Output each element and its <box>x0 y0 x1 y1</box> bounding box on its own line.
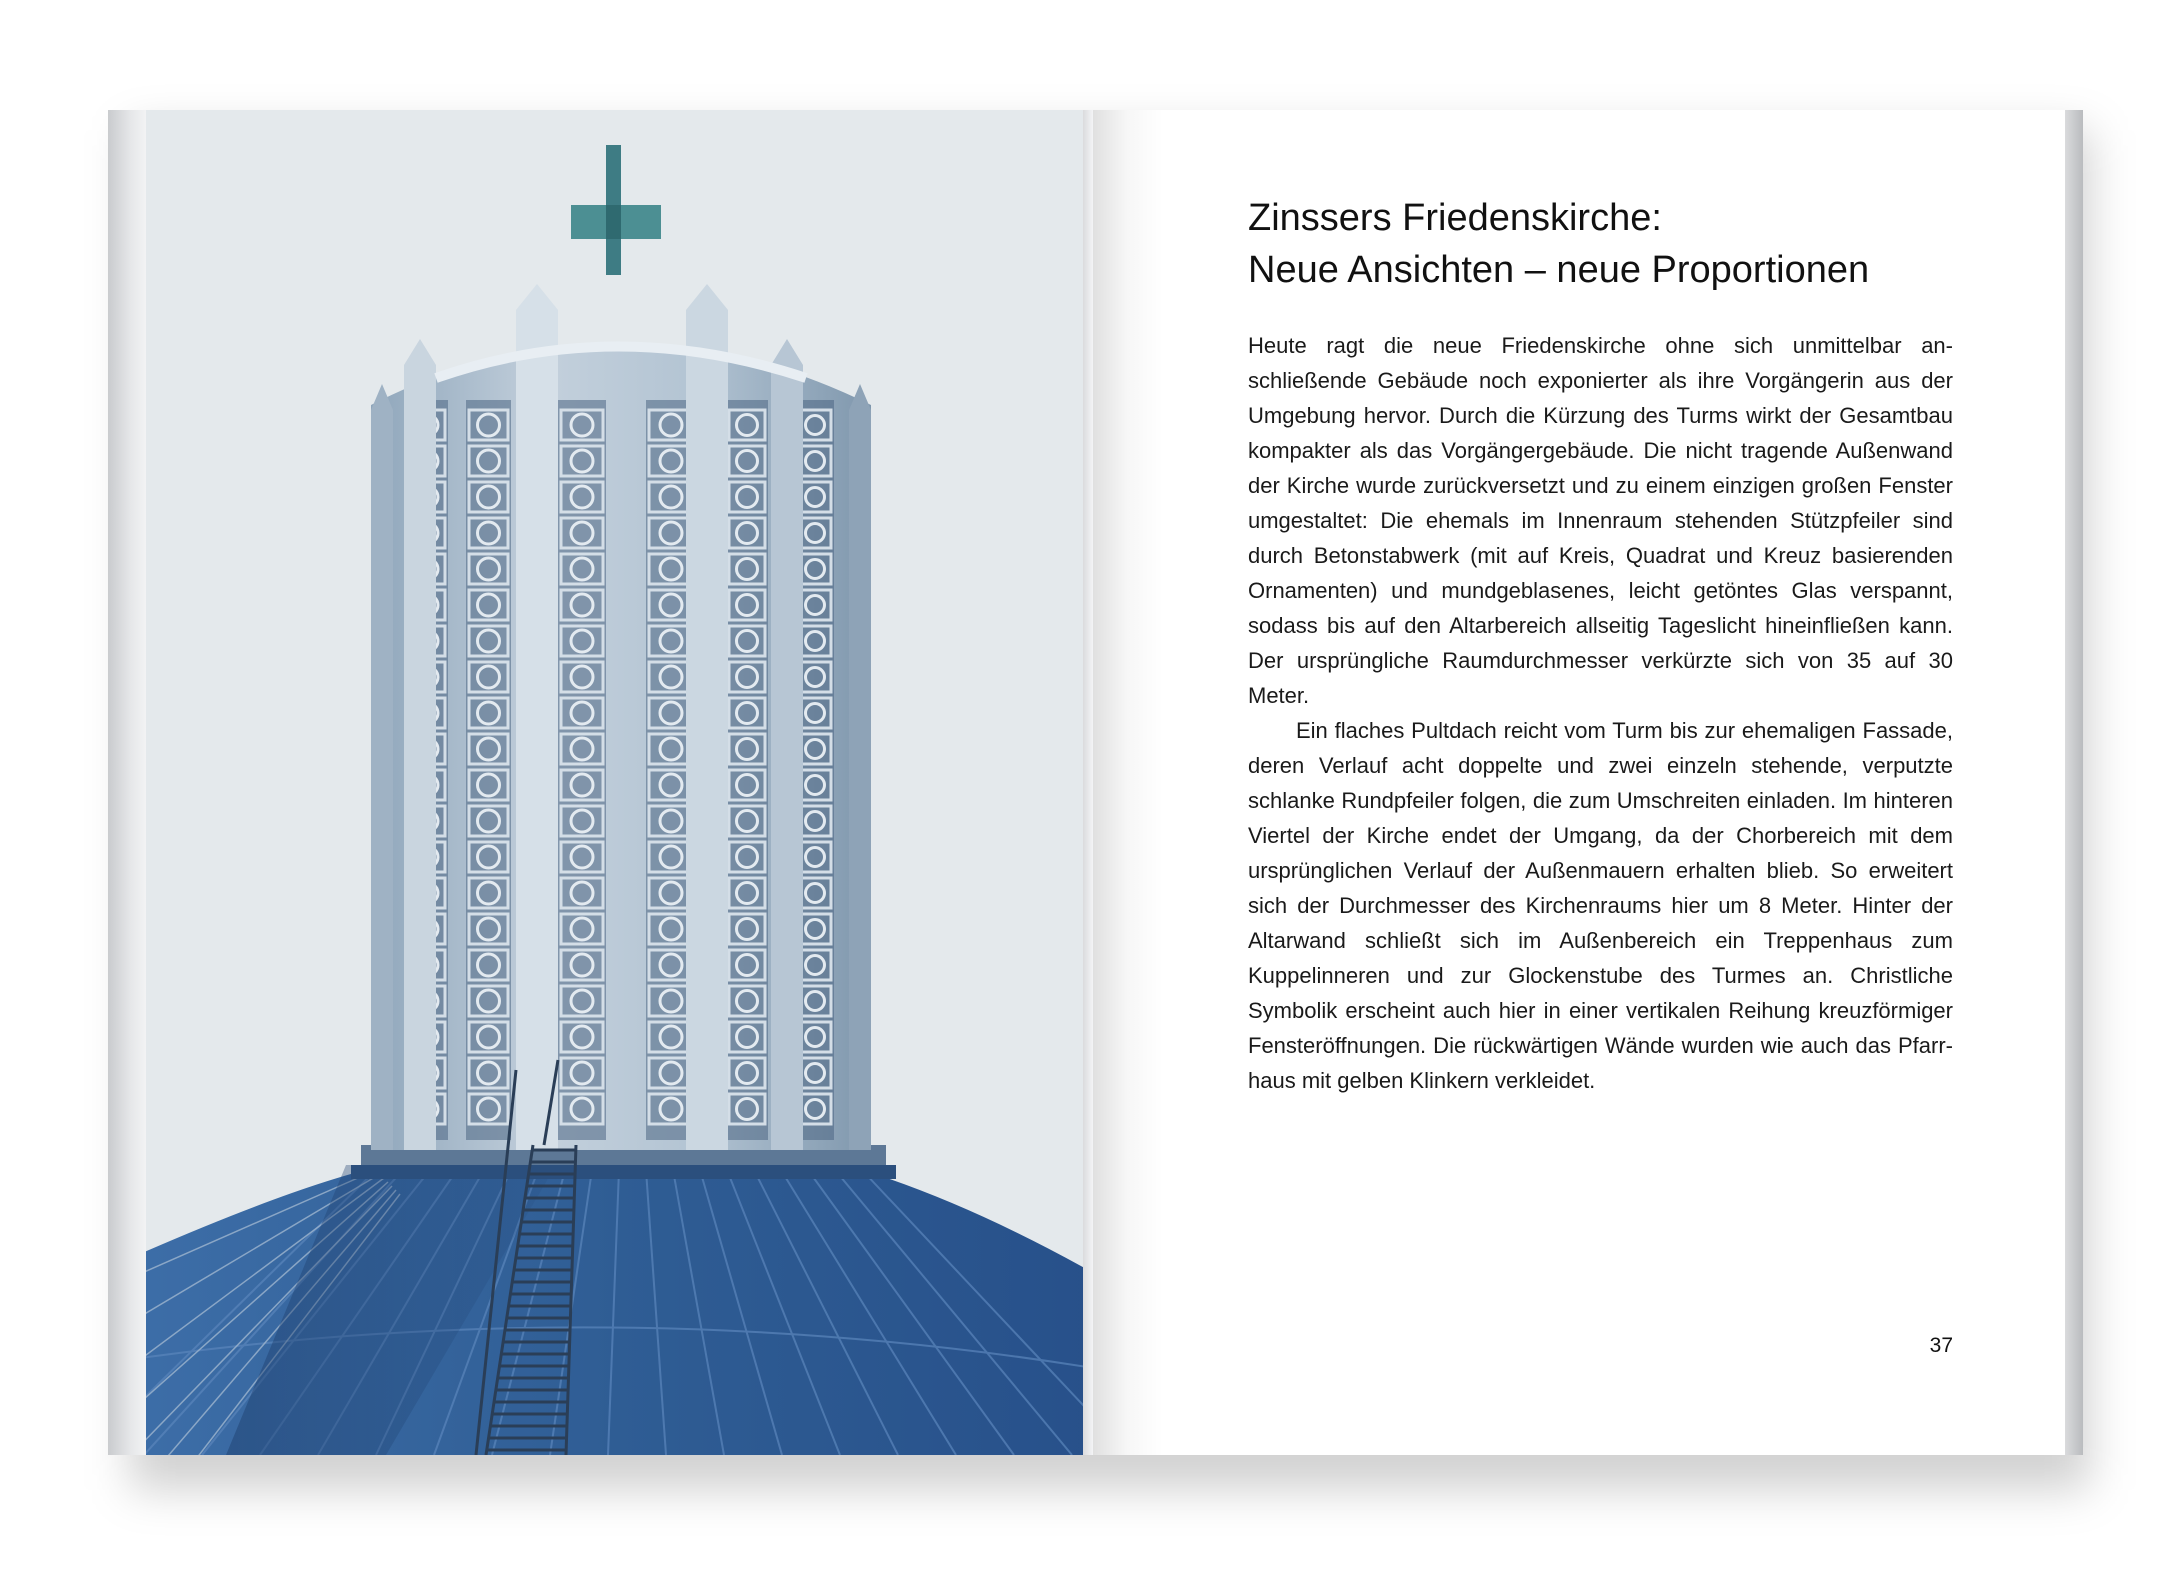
tower-pillar <box>771 365 803 1150</box>
gutter-shadow-right <box>1093 110 1163 1455</box>
tower-pillar <box>686 310 728 1150</box>
page-number: 37 <box>1929 1334 1953 1357</box>
gutter-shadow-left <box>1083 110 1093 1455</box>
right-page <box>1093 110 2065 1455</box>
tower-pillar <box>404 365 436 1150</box>
cross-center <box>606 205 621 239</box>
tower-base-edge <box>351 1165 896 1179</box>
tower-pillar <box>849 410 871 1150</box>
paragraph-2: Ein flaches Pultdach reicht vom Turm bis zur ehemaligen Fassade, deren Verlauf acht doppelte und zwei einzeln stehende, verputzte schlanke Rundpfeiler folgen, die zum Umschreiten einladen. Im hinteren Viertel der Kirche endet der Umgang, da der Chorbereich mit dem ursprünglichen Verlauf der Außenmauern erhalten blieb. So erweitert sich der Durchmesser des Kirchenraums hier um 8 Meter. Hinter der Altarwand schließt sich im Außenbereich ein Treppenhaus zum Kuppelinneren und zur Glockenstube des Turmes an. Christliche Symbolik erscheint auch hier in einer vertikalen Reihung kreuzförmiger Fensteröffnungen. Die rückwärtigen Wände wurden wie auch das Pfarrhaus mit gelben Klinkern verkleidet. <box>1248 718 1953 1093</box>
church-tower-photo <box>146 110 1083 1455</box>
heading-line-1: Zinssers Friedenskirche: <box>1248 197 1662 239</box>
left-page-edge <box>108 110 146 1455</box>
tower-pillar <box>371 410 393 1150</box>
left-page <box>108 110 1093 1455</box>
paragraph-1: Heute ragt die neue Friedenskirche ohne sich unmittelbar anschließende Gebäude noch exponierter als ihre Vorgängerin aus der Umgebung hervor. Durch die Kürzung des Turms wirkt der Gesamtbau kompakter als das Vorgängergebäude. Die nicht tragende Außenwand der Kirche wurde zurückversetzt und zu einem einzigen großen Fenster umgestaltet: Die ehemals im Innenraum stehenden Stützpfeiler sind durch Betonstabwerk (mit auf Kreis, Quadrat und Kreuz basierenden Ornamenten) und mundgeblasenes, leicht getöntes Glas verspannt, sodass bis auf den Altarbereich allseitig Tageslicht hineinfließen kann. Der ursprüngliche Raumdurchmesser verkürzte sich von 35 auf 30 Meter. <box>1248 333 1953 708</box>
tower-pillar <box>516 310 558 1150</box>
page-heading <box>1248 192 1968 296</box>
book-spread <box>108 110 2083 1455</box>
church-tower-illustration <box>146 110 1083 1455</box>
body-text <box>1248 328 1953 1098</box>
heading-line-2: Neue Ansichten – neue Proportionen <box>1248 249 1870 291</box>
right-page-edge <box>2065 110 2083 1455</box>
